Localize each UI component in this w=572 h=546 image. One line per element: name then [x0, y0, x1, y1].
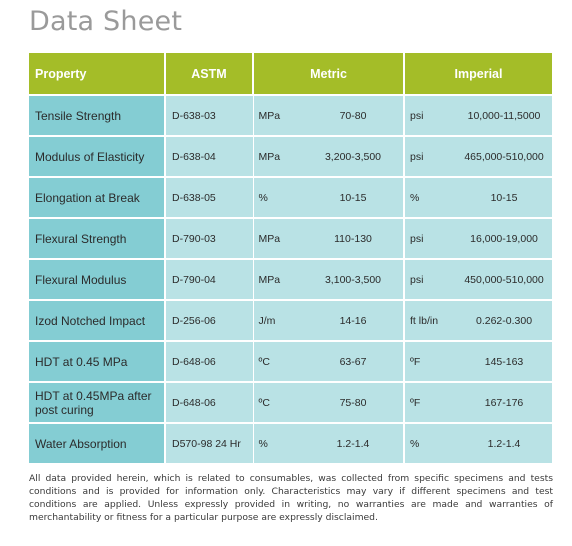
imperial-unit-cell: %: [404, 177, 456, 218]
table-row: [29, 382, 552, 423]
metric-unit-cell: J/m: [253, 300, 303, 341]
imperial-unit-cell: ºF: [404, 341, 456, 382]
metric-value-cell: 3,200-3,500: [303, 136, 404, 177]
imperial-value-cell: 0.262-0.300: [456, 300, 552, 341]
imperial-value-cell: 145-163: [456, 341, 552, 382]
metric-unit-cell: ºC: [253, 382, 303, 423]
header-imperial: Imperial: [404, 53, 552, 94]
metric-unit-cell: %: [253, 177, 303, 218]
imperial-unit-cell: psi: [404, 136, 456, 177]
property-cell: Tensile Strength: [29, 96, 165, 136]
table-row: [29, 136, 552, 177]
metric-unit-cell: MPa: [253, 96, 303, 136]
astm-cell: D-790-03: [165, 218, 253, 259]
table-row: [29, 218, 552, 259]
metric-unit-cell: MPa: [253, 259, 303, 300]
imperial-unit-cell: ft lb/in: [404, 300, 456, 341]
header-property: Property: [29, 53, 165, 94]
astm-cell: D-256-06: [165, 300, 253, 341]
table-header-row: [29, 53, 552, 94]
page-title: Data Sheet: [29, 6, 183, 37]
metric-unit-cell: ºC: [253, 341, 303, 382]
property-cell: Elongation at Break: [29, 177, 165, 218]
metric-value-cell: 110-130: [303, 218, 404, 259]
imperial-value-cell: 10,000-11,5000: [456, 96, 552, 136]
property-cell: Izod Notched Impact: [29, 300, 165, 341]
imperial-value-cell: 16,000-19,000: [456, 218, 552, 259]
metric-value-cell: 10-15: [303, 177, 404, 218]
property-cell: HDT at 0.45MPa after post curing: [29, 382, 165, 423]
metric-unit-cell: MPa: [253, 136, 303, 177]
disclaimer-text: All data provided herein, which is related to consumables, was collected from specific specimens and tests conditions and is provided for information only. Characteristics may vary if different specimens and test conditions are applied. Unless expressly provided in writing, no warranties are made and warranties of merchantability or fitness for a particular purpose are expressly disclaimed.: [29, 473, 553, 523]
imperial-value-cell: 167-176: [456, 382, 552, 423]
imperial-value-cell: 1.2-1.4: [456, 423, 552, 464]
astm-cell: D-648-06: [165, 341, 253, 382]
property-cell: HDT at 0.45 MPa: [29, 341, 165, 382]
astm-cell: D-638-04: [165, 136, 253, 177]
table-row: [29, 423, 552, 464]
astm-cell: D-638-05: [165, 177, 253, 218]
metric-unit-cell: %: [253, 423, 303, 464]
astm-cell: D-790-04: [165, 259, 253, 300]
property-cell: Modulus of Elasticity: [29, 136, 165, 177]
table-row: [29, 300, 552, 341]
metric-value-cell: 63-67: [303, 341, 404, 382]
data-sheet-table: [29, 53, 552, 465]
property-cell: Flexural Modulus: [29, 259, 165, 300]
imperial-value-cell: 450,000-510,000: [456, 259, 552, 300]
imperial-unit-cell: psi: [404, 259, 456, 300]
table-row: [29, 259, 552, 300]
table-row: [29, 177, 552, 218]
table-body: [29, 96, 552, 464]
header-metric: Metric: [253, 53, 404, 94]
property-cell: Flexural Strength: [29, 218, 165, 259]
imperial-unit-cell: ºF: [404, 382, 456, 423]
astm-cell: D-638-03: [165, 96, 253, 136]
table-row: [29, 341, 552, 382]
imperial-unit-cell: %: [404, 423, 456, 464]
metric-value-cell: 75-80: [303, 382, 404, 423]
astm-cell: D-648-06: [165, 382, 253, 423]
header-astm: ASTM: [165, 53, 253, 94]
metric-value-cell: 70-80: [303, 96, 404, 136]
property-cell: Water Absorption: [29, 423, 165, 464]
metric-value-cell: 1.2-1.4: [303, 423, 404, 464]
metric-value-cell: 14-16: [303, 300, 404, 341]
imperial-value-cell: 10-15: [456, 177, 552, 218]
metric-value-cell: 3,100-3,500: [303, 259, 404, 300]
imperial-value-cell: 465,000-510,000: [456, 136, 552, 177]
metric-unit-cell: MPa: [253, 218, 303, 259]
imperial-unit-cell: psi: [404, 96, 456, 136]
astm-cell: D570-98 24 Hr: [165, 423, 253, 464]
table-row: [29, 96, 552, 136]
imperial-unit-cell: psi: [404, 218, 456, 259]
